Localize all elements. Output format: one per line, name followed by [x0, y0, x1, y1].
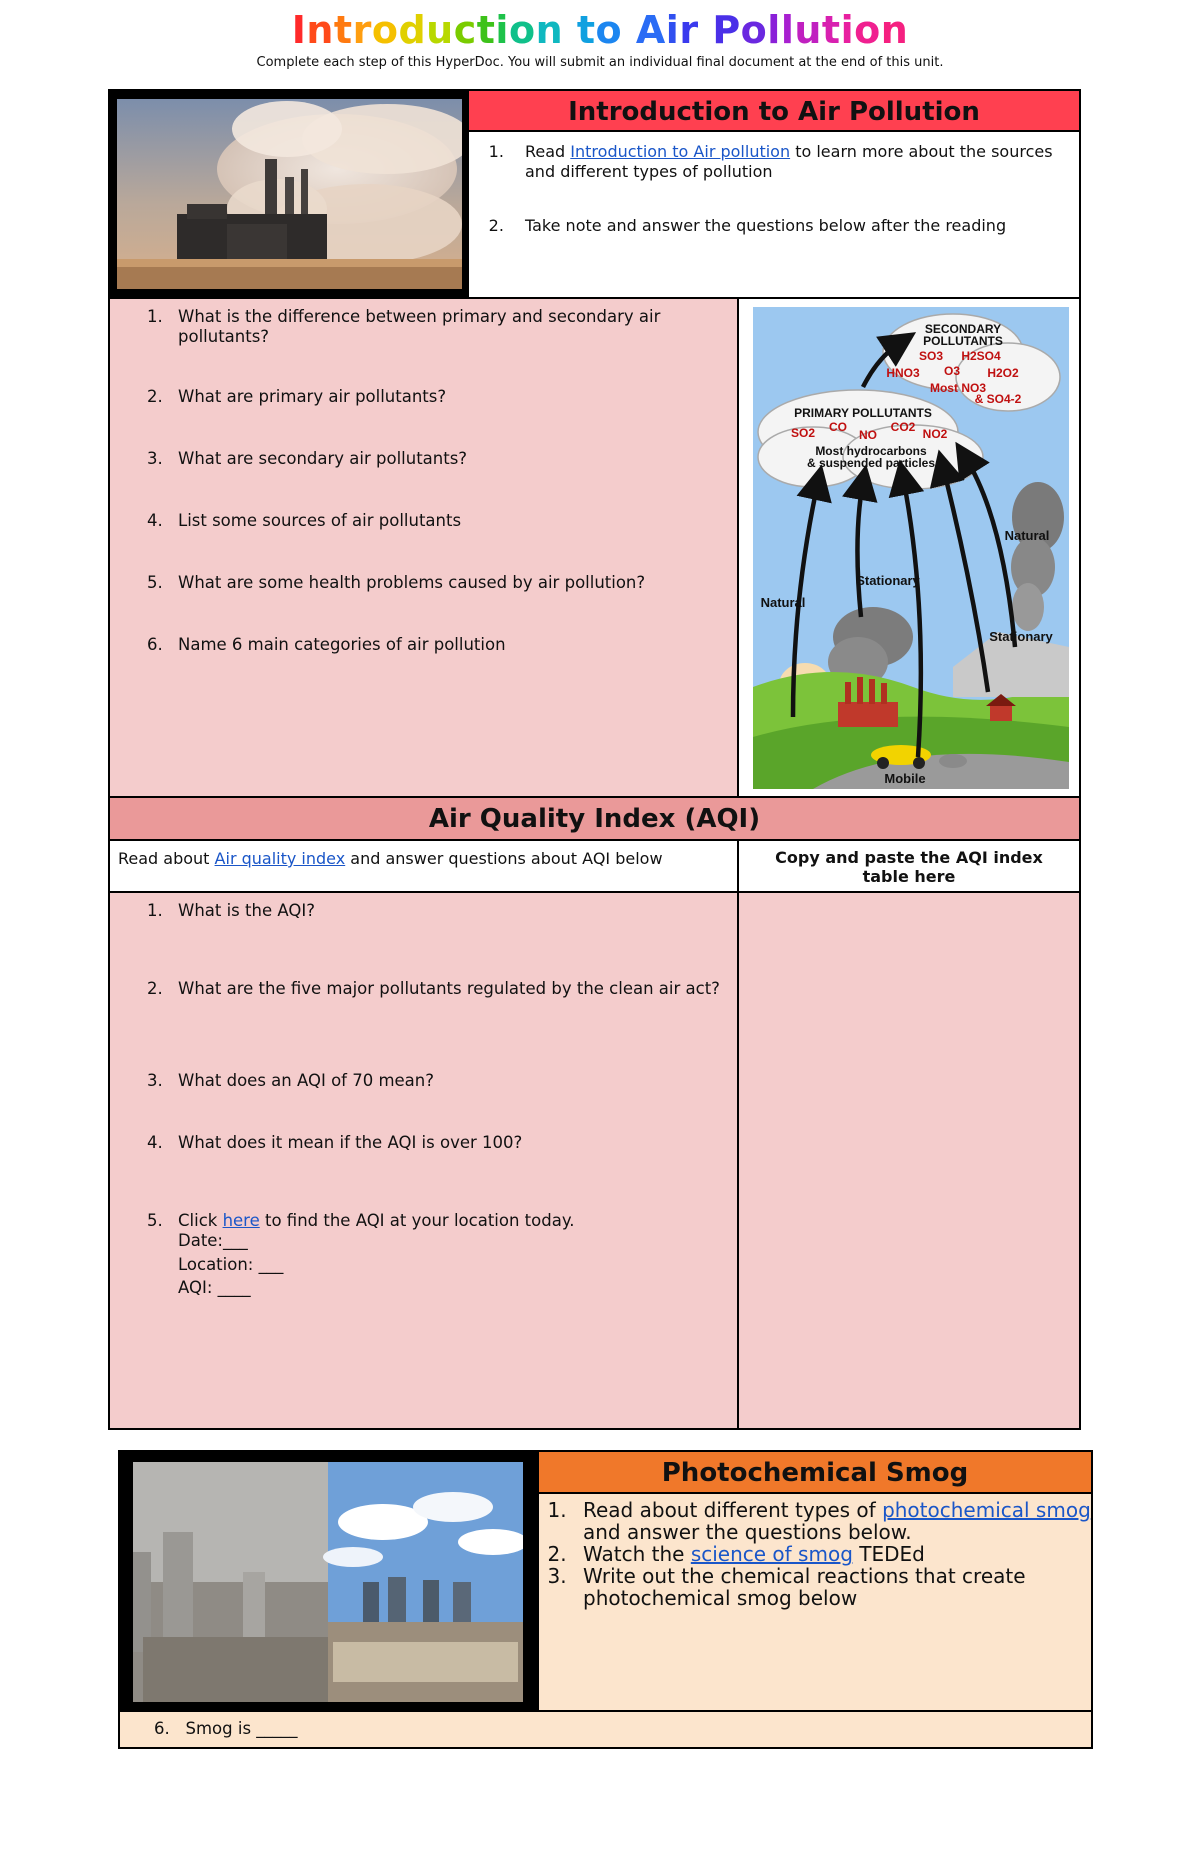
- secondary-hno3: HNO3: [886, 366, 920, 380]
- title-letter: o: [854, 8, 881, 52]
- title-letter: o: [371, 8, 399, 52]
- smog-reading-link[interactable]: photochemical smog: [882, 1498, 1091, 1522]
- primary-so2: SO2: [790, 426, 816, 440]
- secondary-no3: Most NO3: [929, 381, 987, 395]
- smog-section: [118, 1450, 1093, 1749]
- title-letter: i: [665, 8, 680, 52]
- intro-steps: [467, 130, 1081, 299]
- title-letter: r: [352, 8, 372, 52]
- smog-question-row: [118, 1710, 1093, 1749]
- title-letter: n: [880, 8, 909, 52]
- secondary-title-1: SECONDARY: [924, 322, 1002, 336]
- primary-no2: NO2: [922, 427, 948, 441]
- smog-step-2: 2. Watch the science of smog TEDEd: [573, 1543, 1091, 1565]
- label-natural-right: Natural: [1004, 528, 1050, 543]
- aqi-question: 2. What are the five major pollutants regulated by the clean air act?: [168, 979, 737, 999]
- intro-question: 4. List some sources of air pollutants: [168, 511, 737, 531]
- intro-question: 5. What are some health problems caused by air pollution?: [168, 573, 737, 593]
- aqi-value-line[interactable]: AQI: ____: [178, 1278, 251, 1297]
- aqi-copy-paste-header: Copy and paste the AQI index table here: [737, 839, 1081, 893]
- aqi-question: 4. What does it mean if the AQI is over 100?: [168, 1133, 737, 1153]
- page-title: [0, 8, 1200, 52]
- title-letter: [563, 8, 577, 52]
- power-plant-photo-cell: [108, 89, 467, 299]
- aqi-instructions: Read about Air quality index and answer questions about AQI below: [108, 839, 739, 893]
- smog-question-text: Smog is _____: [185, 1719, 298, 1738]
- label-stationary-right: Stationary: [989, 629, 1053, 644]
- intro-step-2: 2. Take note and answer the questions below after the reading: [509, 216, 1079, 236]
- intro-question: 6. Name 6 main categories of air pollution: [168, 635, 737, 655]
- smog-header: [537, 1450, 1093, 1494]
- primary-co2: CO2: [890, 420, 916, 434]
- smog-comparison-photo: [133, 1462, 523, 1702]
- secondary-h2so4: H2SO4: [961, 349, 1001, 363]
- secondary-so4: & SO4-2: [974, 392, 1022, 406]
- intro-questions: [108, 297, 739, 798]
- title-letter: n: [535, 8, 564, 52]
- title-letter: r: [679, 8, 699, 52]
- secondary-so3: SO3: [918, 349, 944, 363]
- title-letter: o: [595, 8, 623, 52]
- primary-line-1: Most hydrocarbons: [815, 444, 927, 458]
- secondary-h2o2: H2O2: [987, 366, 1019, 380]
- primary-line-2: & suspended particles: [806, 456, 936, 470]
- title-letter: A: [635, 8, 666, 52]
- intro-question: 1. What is the difference between primary and secondary air pollutants?: [168, 307, 737, 347]
- secondary-title-2: POLLUTANTS: [923, 334, 1003, 348]
- title-letter: n: [306, 8, 334, 52]
- smog-steps: [537, 1492, 1093, 1712]
- title-letter: t: [576, 8, 596, 52]
- primary-co: CO: [829, 420, 847, 434]
- aqi-section: [108, 796, 1081, 1430]
- title-letter: l: [780, 8, 795, 52]
- intro-question: 2. What are primary air pollutants?: [168, 387, 737, 407]
- aqi-reading-link[interactable]: Air quality index: [214, 849, 346, 868]
- title-letter: o: [508, 8, 536, 52]
- title-letter: c: [453, 8, 477, 52]
- aqi-question-list: [110, 901, 737, 1298]
- label-natural-left: Natural: [760, 595, 806, 610]
- aqi-heading: Air Quality Index (AQI): [428, 804, 761, 834]
- pollutant-diagram: [753, 307, 1069, 789]
- intro-reading-link[interactable]: Introduction to Air pollution: [570, 142, 791, 161]
- secondary-o3: O3: [943, 364, 961, 378]
- smog-step-3: 3. Write out the chemical reactions that create photochemical smog below: [573, 1565, 1091, 1609]
- aqi-table-paste-area[interactable]: [737, 891, 1081, 1430]
- title-letter: t: [821, 8, 841, 52]
- title-letter: i: [495, 8, 509, 52]
- title-letter: t: [476, 8, 496, 52]
- aqi-date-line[interactable]: Date:___: [178, 1231, 248, 1250]
- title-letter: t: [333, 8, 353, 52]
- title-letter: [622, 8, 636, 52]
- intro-question: 3. What are secondary air pollutants?: [168, 449, 737, 469]
- smog-photo-cell: [118, 1450, 537, 1712]
- label-mobile: Mobile: [884, 771, 926, 786]
- intro-heading: Introduction to Air Pollution: [568, 97, 980, 127]
- primary-title: PRIMARY POLLUTANTS: [794, 406, 932, 420]
- intro-header: [467, 89, 1081, 132]
- aqi-header: [108, 796, 1081, 841]
- title-letter: u: [426, 8, 454, 52]
- power-plant-photo: [117, 99, 462, 289]
- smog-question-number: 6.: [154, 1719, 170, 1738]
- aqi-question: 3. What does an AQI of 70 mean?: [168, 1071, 737, 1091]
- title-letter: i: [840, 8, 855, 52]
- title-letter: [699, 8, 713, 52]
- aqi-questions: [108, 891, 739, 1430]
- title-letter: o: [740, 8, 768, 52]
- title-letter: d: [398, 8, 427, 52]
- aqi-location-line[interactable]: Location: ___: [178, 1255, 284, 1274]
- page-subtitle: Complete each step of this HyperDoc. You will submit an individual final document at the end of this unit.: [256, 55, 944, 70]
- smog-heading: Photochemical Smog: [661, 1458, 969, 1488]
- label-stationary-mid: Stationary: [856, 573, 920, 588]
- pollutant-diagram-cell: [737, 297, 1081, 798]
- smog-step-1: 1. Read about different types of photochemical smog and answer the questions below.: [573, 1499, 1091, 1543]
- aqi-question-5: 5. Click here to find the AQI at your location today. Date:___ Location: ___ AQI: ____: [168, 1211, 737, 1298]
- title-letter: l: [767, 8, 781, 52]
- intro-section: [108, 89, 1081, 798]
- aqi-location-link[interactable]: here: [222, 1211, 260, 1230]
- title-letter: P: [712, 8, 741, 52]
- primary-no: NO: [859, 428, 877, 442]
- intro-step-1: 1. Read Introduction to Air pollution to learn more about the sources and different types of pollution: [509, 142, 1079, 182]
- title-letter: u: [794, 8, 822, 52]
- aqi-question: 1. What is the AQI?: [168, 901, 737, 921]
- smog-video-link[interactable]: science of smog: [690, 1542, 853, 1566]
- intro-question-list: [110, 307, 737, 655]
- title-letter: I: [291, 8, 307, 52]
